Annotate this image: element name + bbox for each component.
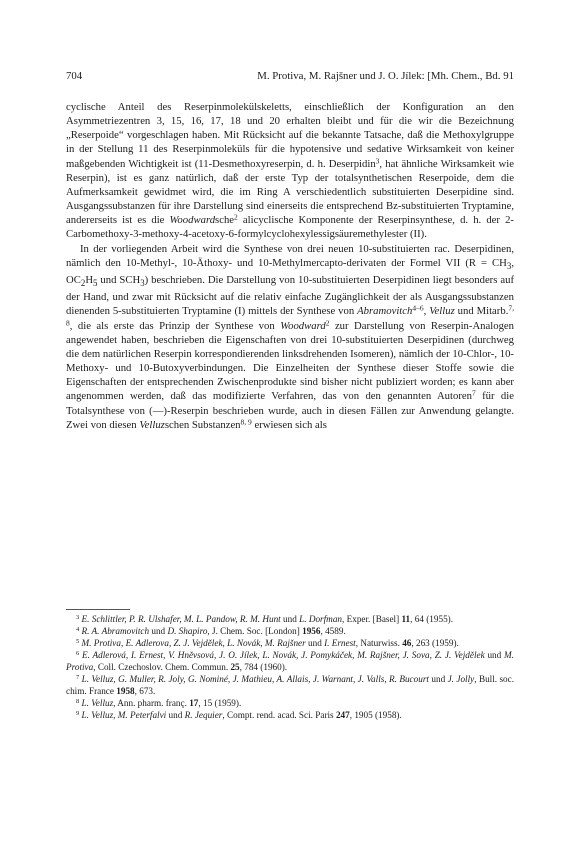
text-run: H — [85, 274, 94, 287]
volume-number: 247 — [335, 710, 350, 721]
text-run: schen Substanzen — [164, 418, 241, 431]
footnote-text: , Ann. pharm. franç. — [113, 698, 190, 709]
main-text — [66, 100, 514, 432]
citation-ref: 7 — [471, 389, 476, 399]
footnote-text: , 15 (1959). — [198, 698, 242, 709]
footnote-text: , 4589. — [320, 626, 346, 637]
footnote-authors: M. Protiva — [66, 650, 514, 673]
text-run: zur Darstellung von Reserpin-Analogen angewendet haben, beschrieben die Eigenschaften von drei 10-substituierten Deserpidinen (durchweg die dem natürlichen Reserpin korrespondierenden linksdrehenden Isomeren), nämlich der 10-Chlor-, 10-Methoxy- und 10-Butoxyverbindungen. Die Einzelheiten der Synthese dieser Stoffe sowie die Eigenschaften der entsprechenden Zwischenprodukte sind bisher nicht publiziert worden; es kann aber angenommen werden, daß das modifizierte Verfahren, das von den genannten Autoren — [66, 319, 515, 403]
text-run: erwiesen sich als — [251, 418, 327, 431]
footnote — [66, 649, 514, 673]
author-name: Velluz — [429, 305, 455, 318]
page-number: 704 — [66, 70, 83, 82]
volume-number: 1956 — [302, 626, 321, 637]
volume-number: 46 — [402, 638, 412, 649]
footnote-authors: I. Ernest — [324, 638, 356, 649]
footnote-number: 3 — [76, 614, 80, 622]
footnotes — [66, 613, 514, 721]
text-run: alicyclische Komponente der Reserpinsynthese, d. h. der 2-Carbomethoxy-3-methoxy-4-acetoxy-6-formylcyclohexylessigsäuremethylester (II). — [66, 214, 514, 241]
footnote-authors: R. A. Abramovitch — [81, 626, 150, 637]
footnote — [66, 613, 514, 625]
citation-ref: 7, 8 — [66, 304, 514, 328]
citation-ref: 4–6 — [412, 304, 424, 314]
subscript: 3 — [506, 260, 512, 271]
footnote-text: , Compt. rend. acad. Sci. Paris — [222, 710, 336, 721]
footnote-authors: E. Schlittler, P. R. Ulshafer, M. L. Pandow, R. M. Hunt — [81, 614, 281, 624]
footnote-number: 9 — [76, 710, 80, 718]
footnote-text: , 64 (1955). — [410, 614, 454, 624]
footnote-text: , Exper. [Basel] — [342, 614, 402, 624]
footnote — [66, 709, 514, 721]
author-name: Woodward — [169, 214, 216, 227]
subscript: 2 — [80, 278, 86, 289]
text-run: und Mitarb. — [454, 305, 509, 318]
footnote-text: und — [305, 638, 325, 649]
footnote-text: und — [280, 614, 300, 624]
footnote — [66, 697, 514, 709]
footnote-authors: D. Shapiro — [167, 626, 208, 637]
footnote-authors: J. Jolly — [447, 674, 475, 685]
footnote — [66, 637, 514, 649]
footnote-text: , J. Chem. Soc. [London] — [207, 626, 303, 637]
text-run: , hat ähnliche Wirksamkeit wie Reserpin), ist es ganz natürlich, daß der erste Typ der totalsynthetischen Reserpoide, dem die Aufmerksamkeit gewidmet wird, die im Ring A verschiedentlich substituierten Deserpidine sind. Ausgangssubstanzen für ihre Darstellung sind einerseits die entsprechend Bz-substituierten Tryptamine, andererseits ist es die — [66, 157, 514, 227]
text-run: sche — [215, 214, 235, 227]
volume-number: 1958 — [116, 686, 135, 697]
footnote-text: , 784 (1960). — [239, 662, 288, 673]
subscript: 5 — [93, 278, 98, 289]
volume-number: 17 — [189, 698, 199, 709]
footnote-authors: L. Velluz — [81, 698, 114, 709]
footnote-text: , 673. — [134, 686, 156, 697]
paragraph — [66, 100, 514, 242]
text-run: für die Totalsynthese von (—)-Reserpin beschrieben wurde, auch in diesen Fällen zur Anwendung gelangte. Zwei von diesen — [66, 390, 514, 431]
footnote-authors: R. Jequier — [184, 710, 223, 721]
citation-ref: 2 — [325, 318, 330, 328]
author-name: Velluz — [139, 418, 165, 431]
footnote-number: 5 — [76, 638, 80, 646]
citation-ref: 3 — [375, 156, 380, 166]
footnote-authors: E. Adlerová, I. Ernest, V. Hněvsová, J. O. Jílek, L. Novák, J. Pomykáček, M. Rajšner, J. Sova, Z. J. Vejdělek — [82, 650, 485, 661]
author-name: Abramovitch — [357, 305, 413, 318]
text-run: und SCH — [97, 274, 141, 287]
text-run: In der vorliegenden Arbeit wird die Synthese von drei neuen 10-substituierten rac. Deserpidinen, nämlich den 10-Methyl-, 10-Äthoxy- und 10-Methylmercapto-derivaten der Formel VII (R = CH — [66, 242, 514, 269]
paragraph — [66, 242, 514, 432]
footnote-number: 6 — [76, 650, 80, 658]
footnote-number: 8 — [76, 698, 80, 706]
subscript: 3 — [140, 278, 145, 289]
footnote-text: und — [149, 626, 168, 637]
footnote-text: , 1905 (1958). — [349, 710, 402, 721]
running-title: M. Protiva, M. Rajšner und J. O. Jílek: [Mh. Chem., Bd. 91 — [257, 70, 514, 82]
footnote — [66, 673, 514, 697]
footnote-number: 4 — [76, 626, 80, 634]
footnote-authors: L. Velluz, G. Muller, R. Joly, G. Nominé, J. Mathieu, A. Allais, J. Warnant, J. Valls, R. Bucourt — [81, 674, 429, 685]
footnote-text: und — [428, 674, 448, 685]
footnote-authors: L. Dorfman — [299, 614, 343, 624]
text-run: ) beschrieben. Die Darstellung von 10-substituierten Deserpidinen liegt besonders auf der Hand, und zwar mit Rücksicht auf die relativ einfache Zugänglichkeit der als Ausgangssubstanzen dienenden 5-substituierten Tryptamine (I) mittels der Synthese von — [66, 274, 514, 318]
text-run: , die als erste das Prinzip der Synthese von — [69, 319, 281, 332]
footnote-authors: L. Velluz, M. Peterfalvi — [81, 710, 167, 721]
volume-number: 25 — [230, 662, 240, 673]
footnote-text: , 263 (1959). — [411, 638, 459, 649]
footnote-separator — [66, 609, 130, 610]
footnote-text: , Bull. soc. chim. France — [66, 674, 515, 697]
footnote-text: und — [166, 710, 185, 721]
author-name: Woodward — [280, 319, 326, 332]
citation-ref: 2 — [234, 212, 238, 222]
volume-number: 11 — [401, 614, 411, 624]
text-run: cyclische Anteil des Reserpinmolekülskeletts, einschließlich der Konfiguration an den Asymmetriezentren 3, 15, 16, 17, 18 und 20 erhalten bleibt und für die wir die Bezeichnung „Reserpoide“ vorgeschlagen haben. Mit Rücksicht auf die bekannte Tatsache, daß die Methoxylgruppe in der Stellung 11 des Reserpinmoleküls für die hypotensive und sedative Wirksamkeit von keiner maßgebenden Wichtigkeit ist (11-Desmethoxyreserpin, d. h. Deserpidin — [66, 101, 514, 170]
footnote — [66, 625, 514, 637]
footnote-text: , Coll. Czechoslov. Chem. Commun. — [93, 662, 231, 673]
citation-ref: 8, 9 — [240, 417, 252, 427]
footnote-text: und — [484, 650, 505, 661]
footnote-text: , Naturwiss. — [355, 638, 403, 649]
text-run: , — [423, 305, 430, 318]
text-run: , OC — [66, 256, 514, 287]
running-header — [66, 68, 514, 84]
footnote-number: 7 — [76, 674, 80, 682]
footnote-authors: M. Protiva, E. Adlerova, Z. J. Vejdělek, L. Novák, M. Rajšner — [81, 638, 306, 649]
